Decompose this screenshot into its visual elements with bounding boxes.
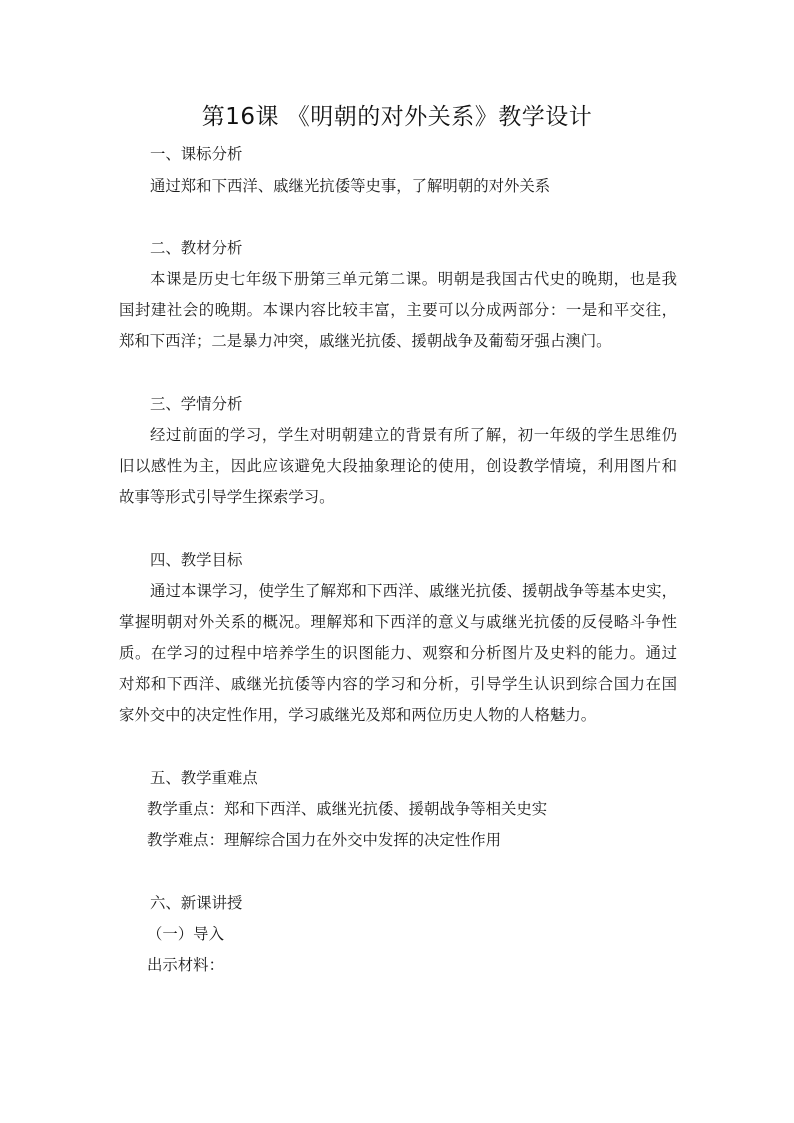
section-5-line-2: 教学难点：理解综合国力在外交中发挥的决定性作用	[147, 831, 501, 849]
section-2-line-2: 国封建社会的晚期。本课内容比较丰富，主要可以分成两部分：一是和平交往，	[119, 301, 677, 319]
document-title: 第16课 《明朝的对外关系》教学设计	[201, 104, 593, 130]
section-4-line-1: 通过本课学习，使学生了解郑和下西洋、戚继光抗倭、援朝战争等基本史实，	[150, 582, 677, 600]
section-3-line-3: 故事等形式引导学生探索学习。	[119, 488, 335, 506]
section-4-line-5: 家外交中的决定性作用，学习戚继光及郑和两位历史人物的人格魅力。	[119, 706, 597, 724]
section-2-line-1: 本课是历史七年级下册第三单元第二课。明朝是我国古代史的晚期，也是我	[150, 270, 677, 288]
section-6-line-1: （一）导入	[147, 925, 224, 943]
section-5-line-1: 教学重点：郑和下西洋、戚继光抗倭、援朝战争等相关史实	[147, 800, 548, 818]
section-heading-6: 六、新课讲授	[150, 894, 243, 912]
section-1-line-1: 通过郑和下西洋、戚继光抗倭等史事，了解明朝的对外关系	[150, 177, 551, 195]
section-heading-1: 一、课标分析	[150, 145, 243, 163]
section-6-line-2: 出示材料：	[147, 956, 224, 974]
section-heading-3: 三、学情分析	[150, 395, 243, 413]
section-heading-4: 四、教学目标	[150, 551, 243, 569]
section-3-line-2: 旧以感性为主，因此应该避免大段抽象理论的使用，创设教学情境，利用图片和	[119, 457, 677, 475]
section-3-line-1: 经过前面的学习，学生对明朝建立的背景有所了解，初一年级的学生思维仍	[150, 426, 677, 444]
section-heading-2: 二、教材分析	[150, 239, 243, 257]
section-4-line-3: 质。在学习的过程中培养学生的识图能力、观察和分析图片及史料的能力。通过	[119, 644, 677, 662]
section-4-line-4: 对郑和下西洋、戚继光抗倭等内容的学习和分析，引导学生认识到综合国力在国	[119, 675, 677, 693]
section-2-line-3: 郑和下西洋；二是暴力冲突，戚继光抗倭、援朝战争及葡萄牙强占澳门。	[119, 332, 612, 350]
section-heading-5: 五、教学重难点	[150, 769, 258, 787]
section-4-line-2: 掌握明朝对外关系的概况。理解郑和下西洋的意义与戚继光抗倭的反侵略斗争性	[119, 613, 677, 631]
